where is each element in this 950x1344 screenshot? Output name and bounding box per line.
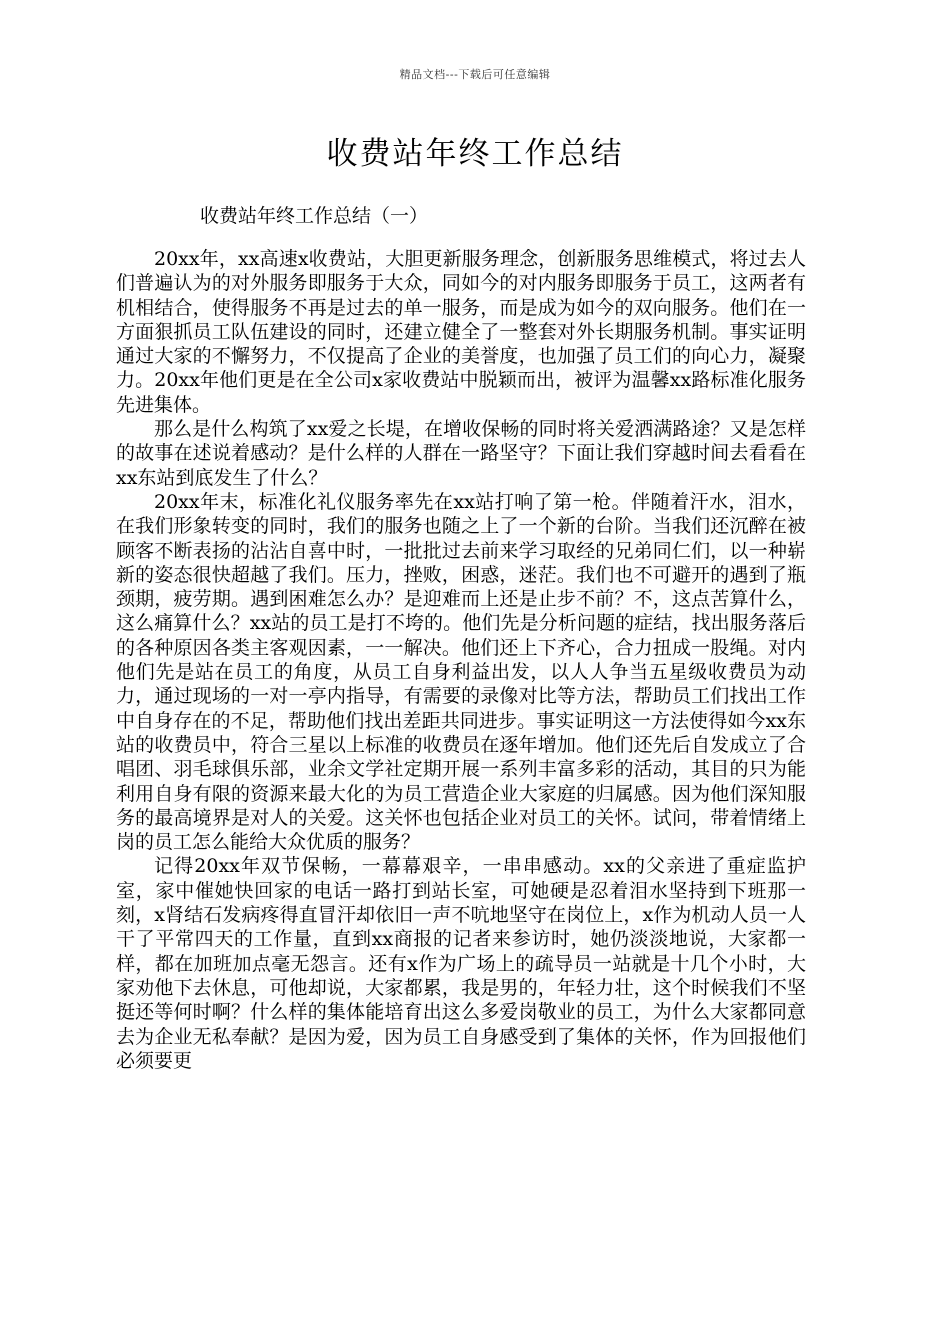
paragraph: 20xx年末，标准化礼仪服务率先在xx站打响了第一枪。伴随着汗水，泪水，在我们形象转变的同时，我们的服务也随之上了一个新的台阶。当我们还沉醉在被顾客不断表扬的沾沾自喜中时，一批批过去前来学习取经的兄弟同仁们，以一种崭新的姿态很快超越了我们。压力，挫败，困惑，迷茫。我们也不可避开的遇到了瓶颈期，疲劳期。遇到困难怎么办？是迎难而上还是止步不前？不，这点苦算什么，这么痛算什么？xx站的员工是打不垮的。他们先是分析问题的症结，找出服务落后的各种原因各类主客观因素，一一解决。他们还上下齐心，合力扭成一股绳。对内他们先是站在员工的角度，从员工自身利益出发，以人人争当五星级收费员为动力，通过现场的一对一亭内指导，有需要的录像对比等方法，帮助员工们找出工作中自身存在的不足，帮助他们找出差距共同进步。事实证明这一方法使得如今xx东站的收费员中，符合三星以上标准的收费员在逐年增加。他们还先后自发成立了合唱团、羽毛球俱乐部，业余文学社定期开展一系列丰富多彩的活动，其目的只为能利用自身有限的资源来最大化的为员工营造企业大家庭的归属感。因为他们深知服务的最高境界是对人的关爱。这关怀也包括企业对员工的关怀。试问，带着情绪上岗的员工怎么能给大众优质的服务？ [116,490,806,854]
paragraph: 记得20xx年双节保畅，一幕幕艰辛，一串串感动。xx的父亲进了重症监护室，家中催她快回家的电话一路打到站长室，可她硬是忍着泪水坚持到下班那一刻，x肾结石发病疼得直冒汗却依旧一声不吭地坚守在岗位上，x作为机动人员一人干了平常四天的工作量，直到xx商报的记者来参访时，她仍淡淡地说，大家都一样，都在加班加点毫无怨言。还有x作为广场上的疏导员一站就是十几个小时，大家劝他下去休息，可他却说，大家都累，我是男的，年轻力壮，这个时候我们不坚挺还等何时啊？什么样的集体能培育出这么多爱岗敬业的员工，为什么大家都同意去为企业无私奉献？是因为爱，因为员工自身感受到了集体的关怀，作为回报他们必须要更 [116,855,806,1072]
document-body [116,247,806,1073]
document-title: 收费站年终工作总结 [326,136,624,172]
paragraph: 那么是什么构筑了xx爱之长堤，在增收保畅的同时将关爱洒满路途？又是怎样的故事在述说着感动？是什么样的人群在一路坚守？下面让我们穿越时间去看看在xx东站到底发生了什么？ [116,418,806,489]
document-subtitle: 收费站年终工作总结（一） [200,205,429,227]
header-note: 精品文档---下载后可任意编辑 [399,68,551,81]
paragraph: 20xx年，xx高速x收费站，大胆更新服务理念，创新服务思维模式，将过去人们普遍认为的对外服务即服务于大众，同如今的对内服务即服务于员工，这两者有机相结合，使得服务不再是过去的单一服务，而是成为如今的双向服务。他们在一方面狠抓员工队伍建设的同时，还建立健全了一整套对外长期服务机制。事实证明通过大家的不懈努力，不仅提高了企业的美誉度，也加强了员工们的向心力，凝聚力。20xx年他们更是在全公司x家收费站中脱颖而出，被评为温馨xx路标准化服务先进集体。 [116,248,806,416]
